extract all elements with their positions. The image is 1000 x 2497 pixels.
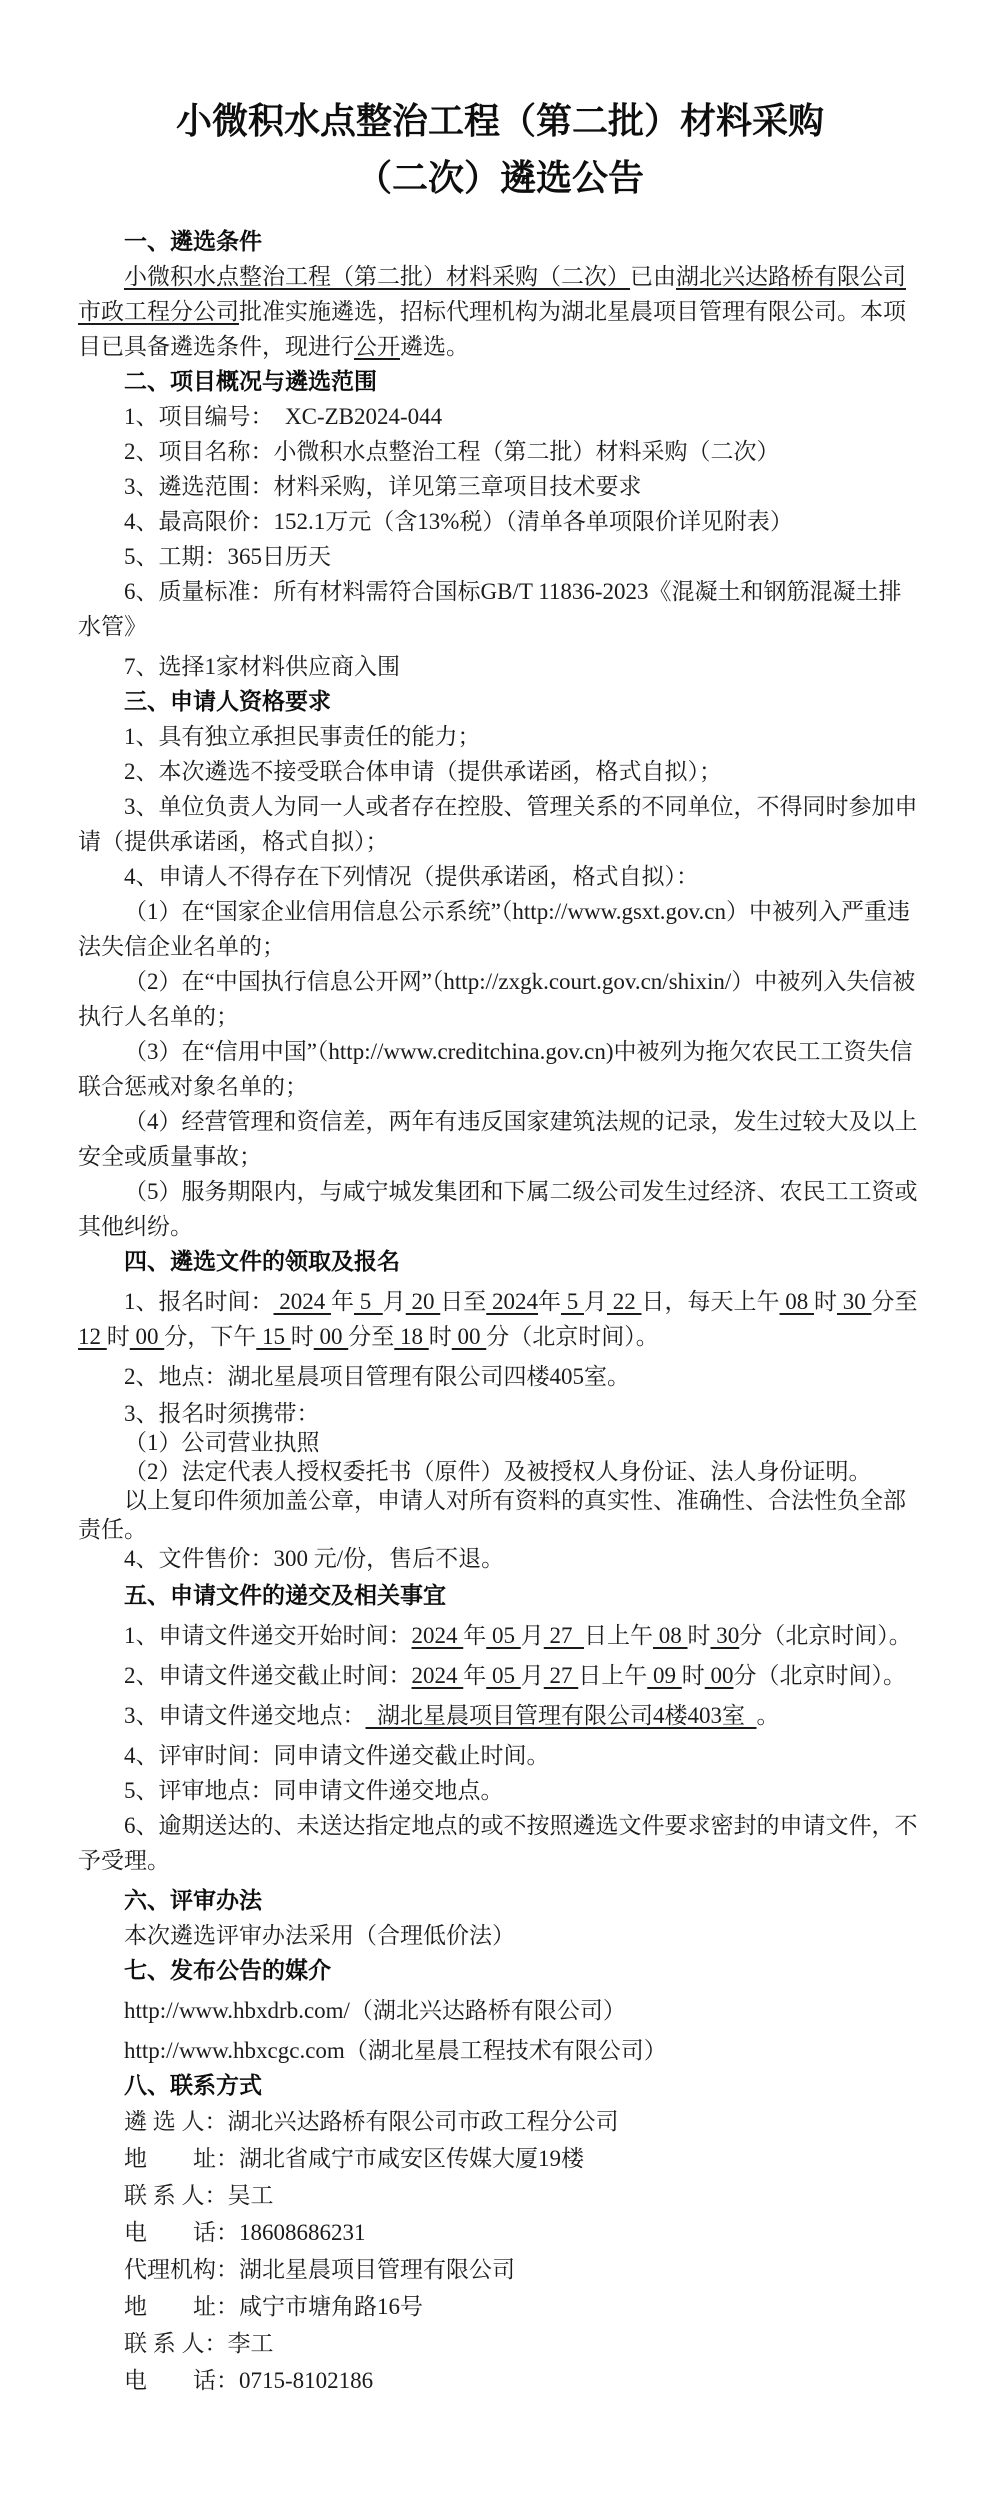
section-heading-3: 三、申请人资格要求 — [124, 688, 331, 714]
text: 年 — [463, 1663, 487, 1688]
list-item-no-consortium: 2、本次遴选不接受联合体申请（提供承诺函，格式自拟）； — [124, 759, 722, 784]
text: 分，下午 — [164, 1324, 257, 1349]
section-heading-7: 七、发布公告的媒介 — [124, 1957, 331, 1983]
list-item-project-name: 2、项目名称：小微积水点整治工程（第二批）材料采购（二次） — [124, 439, 780, 464]
document-title — [78, 92, 922, 206]
section-heading-4: 四、遴选文件的领取及报名 — [124, 1248, 400, 1274]
text: 1、报名时间： — [124, 1289, 274, 1314]
underlined-year: 2024 — [411, 1663, 464, 1688]
contact-row-selector: 遴 选 人：湖北兴达路桥有限公司市政工程分公司 — [124, 2109, 619, 2134]
underlined-hour: 15 — [256, 1324, 291, 1349]
underlined-hour: 08 — [779, 1289, 814, 1314]
contact-row-selector-phone: 电 话：18608686231 — [124, 2220, 366, 2245]
text: 年 — [331, 1289, 354, 1314]
text: 3、申请文件递交地点： — [124, 1703, 366, 1728]
sub-item-creditchina: （3）在“信用中国”（http://www.creditchina.gov.cn)中被列为拖欠农民工工资失信联合惩戒对象名单的； — [78, 1039, 913, 1099]
sub-item-gsxt: （1）在“国家企业信用信息公示系统”（http://www.gsxt.gov.cn）中被列入严重违法失信企业名单的； — [78, 899, 911, 959]
section-review-method — [78, 1883, 922, 1953]
media-url-hbxdrb: http://www.hbxdrb.com/（湖北兴达路桥有限公司） — [124, 1998, 626, 2023]
list-item-review-time: 4、评审时间：同申请文件递交截止时间。 — [124, 1743, 550, 1768]
underlined-submission-address: 湖北星晨项目管理有限公司4楼403室 — [365, 1703, 757, 1728]
text: 日上午 — [578, 1663, 648, 1688]
text: 时 — [290, 1324, 314, 1349]
list-item-prohibited-cases: 4、申请人不得存在下列情况（提供承诺函，格式自拟）： — [124, 864, 699, 889]
section-project-overview — [78, 364, 922, 684]
list-item-same-person: 3、单位负责人为同一人或者存在控股、管理关系的不同单位，不得同时参加申请（提供承诺函，格式自拟）； — [78, 794, 918, 854]
section-heading-5: 五、申请文件的递交及相关事宜 — [124, 1582, 446, 1608]
text: 日上午 — [584, 1623, 653, 1648]
list-item-price-limit: 4、最高限价：152.1万元（含13%税）（清单各单项限价详见附表） — [124, 509, 793, 534]
text: 。 — [756, 1703, 780, 1728]
paragraph-conditions — [78, 259, 922, 364]
underlined-month: 5 — [561, 1289, 584, 1314]
title-line-2: （二次）遴选公告 — [355, 157, 644, 198]
list-item-document-price: 4、文件售价：300 元/份，售后不退。 — [124, 1546, 505, 1571]
sub-item-zxgk: （2）在“中国执行信息公开网”（http://zxgk.court.gov.cn/shixin/）中被列入失信被执行人名单的； — [78, 969, 916, 1029]
registration-requirements-block — [78, 1399, 922, 1573]
contact-row-selector-person: 联 系 人：吴工 — [124, 2183, 274, 2208]
underlined-open-word: 公开 — [354, 334, 400, 359]
list-item-duration: 5、工期：365日历天 — [124, 544, 331, 569]
text: 分（北京时间）。 — [739, 1623, 912, 1648]
text: 分（北京时间）。 — [486, 1324, 659, 1349]
underlined-day: 27 — [543, 1623, 584, 1648]
text: 年 — [463, 1623, 487, 1648]
text: 遴选。 — [400, 334, 469, 359]
text: 2、申请文件递交截止时间： — [124, 1663, 412, 1688]
paragraph-review-method: 本次遴选评审办法采用（合理低价法） — [124, 1923, 515, 1948]
underlined-project-name: 小微积水点整治工程（第二批）材料采购（二次） — [124, 264, 630, 289]
list-item-submission-start — [78, 1618, 922, 1653]
list-item-location: 2、地点：湖北星晨项目管理有限公司四楼405室。 — [124, 1364, 630, 1389]
sub-item-management: （4）经营管理和资信差，两年有违反国家建筑法规的记录，发生过较大及以上安全或质量事故； — [78, 1109, 918, 1169]
text: 时 — [106, 1324, 130, 1349]
text: 日，每天上午 — [641, 1289, 780, 1314]
section-heading-8: 八、联系方式 — [124, 2072, 262, 2098]
list-item-bring-documents: 3、报名时须携带： — [124, 1401, 320, 1426]
section-selection-conditions — [78, 224, 922, 364]
underlined-minute: 00 — [704, 1663, 734, 1688]
underlined-hour: 09 — [647, 1663, 682, 1688]
underlined-minute: 00 — [451, 1324, 487, 1349]
contact-row-selector-address: 地 址：湖北省咸宁市咸安区传媒大厦19楼 — [124, 2146, 584, 2171]
section-announcement-media — [78, 1953, 922, 2068]
list-item-submission-deadline — [78, 1658, 922, 1693]
underlined-day: 20 — [405, 1289, 441, 1314]
paragraph-copy-seal-note: 以上复印件须加盖公章，申请人对所有资料的真实性、准确性、合法性负全部责任。 — [78, 1488, 906, 1542]
list-item-submission-place — [78, 1698, 922, 1733]
text: 时 — [814, 1289, 837, 1314]
list-item-quality-standard: 6、质量标准：所有材料需符合国标GB/T 11836-2023《混凝土和钢筋混凝土排水管》 — [78, 579, 902, 639]
sub-item-disputes: （5）服务期限内，与咸宁城发集团和下属二级公司发生过经济、农民工工资或其他纠纷。 — [78, 1179, 918, 1239]
text: 年 — [538, 1289, 561, 1314]
underlined-month: 05 — [486, 1663, 521, 1688]
contact-row-agency: 代理机构：湖北星晨项目管理有限公司 — [124, 2257, 515, 2282]
underlined-day: 22 — [607, 1289, 642, 1314]
section-document-submission — [78, 1578, 922, 1878]
underlined-hour: 18 — [394, 1324, 429, 1349]
text: 已由 — [630, 264, 676, 289]
underlined-owner-name: 湖北兴达路桥有限公司市政工程分公司 — [78, 264, 906, 324]
list-item-scope: 3、遴选范围：材料采购，详见第三章项目技术要求 — [124, 474, 642, 499]
media-url-hbxcgc: http://www.hbxcgc.com（湖北星晨工程技术有限公司） — [124, 2038, 667, 2063]
list-item-review-place: 5、评审地点：同申请文件递交地点。 — [124, 1778, 504, 1803]
underlined-day: 27 — [543, 1663, 579, 1688]
section-heading-2: 二、项目概况与遴选范围 — [124, 368, 377, 394]
title-line-1: 小微积水点整治工程（第二批）材料采购 — [175, 100, 824, 141]
underlined-minute: 30 — [837, 1289, 872, 1314]
sub-item-authorization: （2）法定代表人授权委托书（原件）及被授权人身份证、法人身份证明。 — [124, 1459, 872, 1484]
contact-row-agency-address: 地 址：咸宁市塘角路16号 — [124, 2294, 423, 2319]
underlined-hour: 12 — [78, 1324, 107, 1349]
contact-row-agency-person: 联 系 人：李工 — [124, 2331, 274, 2356]
section-heading-1: 一、遴选条件 — [124, 228, 262, 254]
list-item-late-delivery: 6、逾期送达的、未送达指定地点的或不按照遴选文件要求密封的申请文件，不予受理。 — [78, 1813, 918, 1873]
section-applicant-qualifications — [78, 684, 922, 1244]
text: 日至 — [440, 1289, 487, 1314]
underlined-hour: 08 — [653, 1623, 688, 1648]
sub-item-business-license: （1）公司营业执照 — [124, 1430, 320, 1455]
underlined-year: 2024 — [411, 1623, 464, 1648]
text: 分至 — [871, 1289, 918, 1314]
text: 分（北京时间）。 — [733, 1663, 906, 1688]
text: 月 — [584, 1289, 607, 1314]
text: 分至 — [348, 1324, 395, 1349]
underlined-minute: 00 — [129, 1324, 165, 1349]
text: 时 — [681, 1663, 705, 1688]
text: 批准实施遴选，招标代理机构为湖北星晨项目管理有限公司。本项目已具备遴选条件，现进行 — [78, 299, 906, 359]
section-heading-6: 六、评审办法 — [124, 1887, 262, 1913]
contact-row-agency-phone: 电 话：0715-8102186 — [124, 2368, 374, 2393]
section-contact-info — [78, 2068, 922, 2399]
section-document-collection — [78, 1244, 922, 1573]
underlined-year: 2024 — [486, 1289, 538, 1314]
list-item-capacity: 1、具有独立承担民事责任的能力； — [124, 724, 481, 749]
list-item-supplier-count: 7、选择1家材料供应商入围 — [124, 654, 400, 679]
text: 1、申请文件递交开始时间： — [124, 1623, 412, 1648]
underlined-month: 5 — [354, 1289, 383, 1314]
text: 月 — [520, 1663, 544, 1688]
underlined-minute: 00 — [313, 1324, 349, 1349]
underlined-month: 05 — [486, 1623, 521, 1648]
underlined-year: 2024 — [273, 1289, 331, 1314]
text: 时 — [687, 1623, 711, 1648]
list-item-registration-time — [78, 1284, 922, 1354]
text: 时 — [428, 1324, 452, 1349]
text: 月 — [520, 1623, 544, 1648]
text: 月 — [382, 1289, 406, 1314]
underlined-minute: 30 — [710, 1623, 740, 1648]
list-item-project-number: 1、项目编号： XC-ZB2024-044 — [124, 404, 443, 429]
